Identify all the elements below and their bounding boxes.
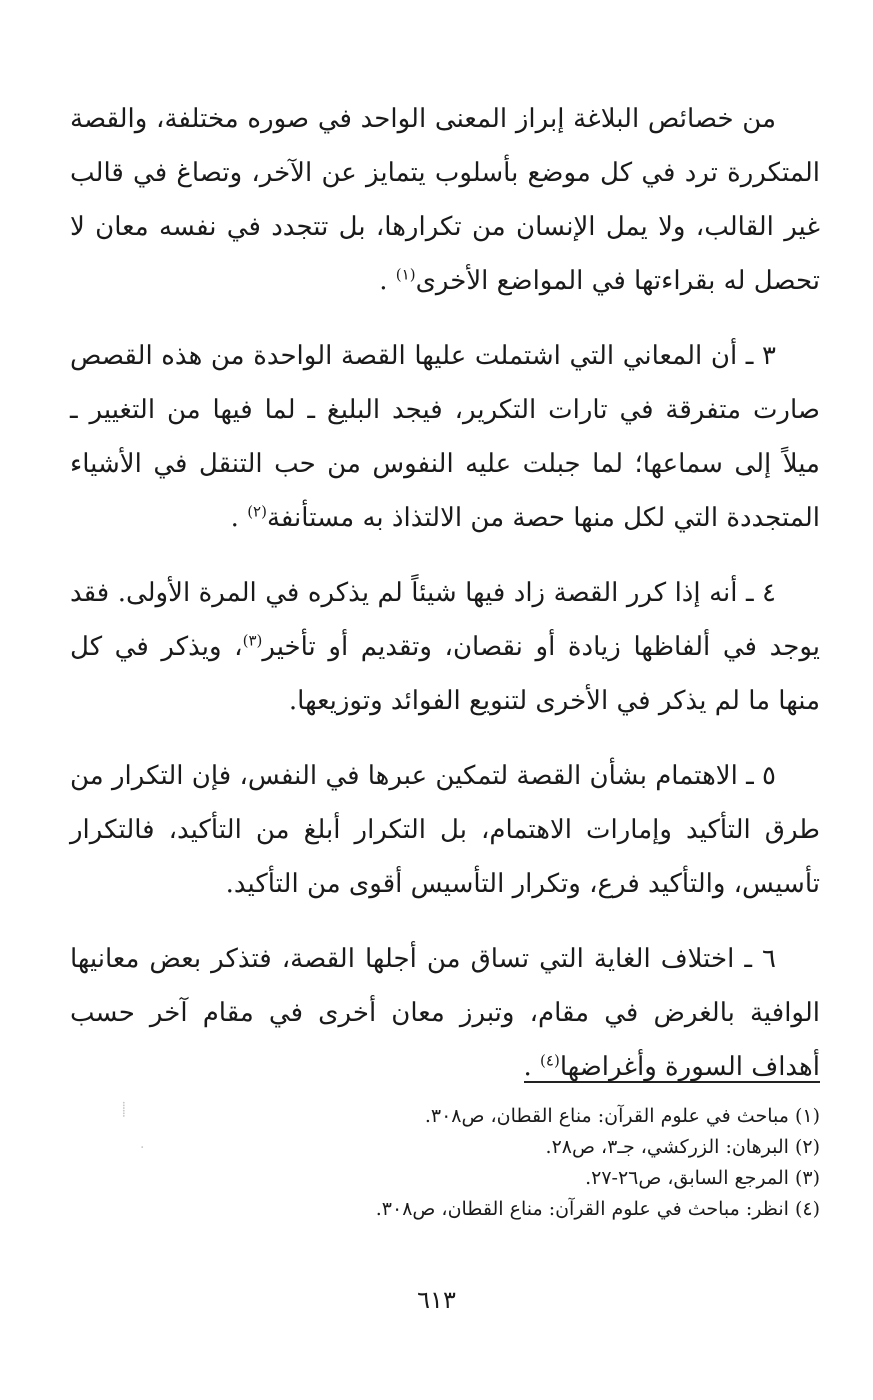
paragraph-point-3 — [70, 329, 820, 545]
footnote-ref-1[interactable]: (١) — [395, 265, 416, 284]
paragraph-tail: . — [230, 503, 239, 533]
scan-speck-mark: ⸽ — [122, 1102, 126, 1118]
paragraph-tail: . — [379, 266, 388, 296]
paragraph-tail: ، ويذكر في كل منها ما لم يذكر في الأخرى لتنويع الفوائد وتوزيعها. — [70, 632, 820, 716]
footnote-4: (٤) انظر: مباحث في علوم القرآن: مناع القطان، ص٣٠٨. — [375, 1198, 820, 1220]
paragraph-point-6 — [70, 932, 820, 1094]
footnote-3: (٣) المرجع السابق، ص٢٦-٢٧. — [585, 1167, 820, 1189]
paragraph-text: ٦ ـ اختلاف الغاية التي تساق من أجلها القصة، فتذكر بعض معانيها الوافية بالغرض في مقام، وتبرز معان أخرى في مقام آخر حسب أهداف السورة وأغراضها — [70, 944, 820, 1082]
scan-speck-mark: · — [140, 1140, 145, 1156]
footnote-ref-3[interactable]: (٣) — [242, 631, 263, 650]
paragraph-text: من خصائص البلاغة إبراز المعنى الواحد في صوره مختلفة، والقصة المتكررة ترد في كل موضع بأسلوب يتمايز عن الآخر، وتصاغ في قالب غير القالب، ولا يمل الإنسان من تكرارها، بل تتجدد في نفسه معان لا تحصل له بقراءتها في المواضع الأخرى — [70, 104, 820, 296]
paragraph-text: ٥ ـ الاهتمام بشأن القصة لتمكين عبرها في النفس، فإن التكرار من طرق التأكيد وإمارات الاهتمام، بل التكرار أبلغ من التأكيد، فالتكرار تأسيس، والتأكيد فرع، وتكرار التأسيس أقوى من التأكيد. — [70, 761, 820, 899]
footnote-1: (١) مباحث في علوم القرآن: مناع القطان، ص٣٠٨. — [424, 1105, 820, 1127]
footnote-divider — [524, 1081, 820, 1083]
footnote-2: (٢) البرهان: الزركشي، جـ٣، ص٢٨. — [545, 1136, 820, 1158]
footnote-ref-4[interactable]: (٤) — [540, 1051, 560, 1070]
paragraph-point-4 — [70, 566, 820, 728]
paragraph-point-5 — [70, 749, 820, 911]
footnote-ref-2[interactable]: (٢) — [247, 502, 267, 521]
page-number: ٦١٣ — [417, 1286, 456, 1314]
paragraph-intro — [70, 92, 820, 308]
main-text — [70, 92, 820, 1115]
footnotes — [120, 1101, 820, 1225]
paragraph-text: ٤ ـ أنه إذا كرر القصة زاد فيها شيئاً لم يذكره في المرة الأولى. فقد يوجد في ألفاظها زيادة أو نقصان، وتقديم أو تأخير — [70, 578, 820, 662]
paragraph-text: ٣ ـ أن المعاني التي اشتملت عليها القصة الواحدة من هذه القصص صارت متفرقة في تارات التكرير، فيجد البليغ ـ لما فيها من التغيير ـ ميلاً إلى سماعها؛ لما جبلت عليه النفوس من حب التنقل في الأشياء المتجددة التي لكل منها حصة من الالتذاذ به مستأنفة — [70, 341, 820, 533]
paragraph-tail: . — [523, 1052, 532, 1082]
